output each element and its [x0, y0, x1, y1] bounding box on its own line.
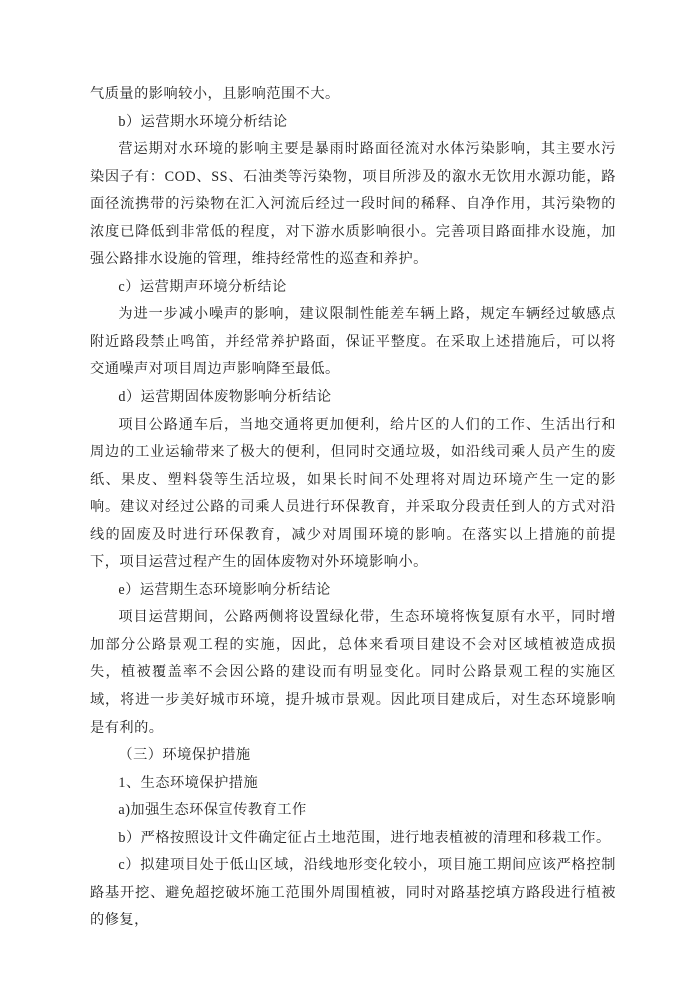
- heading-operation-noise-env-conclusion: c）运营期声环境分析结论: [118, 278, 287, 295]
- heading-eco-env-protection-measures: 1、生态环境保护措施: [118, 774, 259, 791]
- paragraph-solid-waste-analysis: 项目公路通车后，当地交通将更加便利，给片区的人们的工作、生活出行和周边的工业运输带来了极大的便利，但同时交通垃圾，如沿线司乘人员产生的废纸、果皮、塑料袋等生活垃圾，如果长时间不处理将对周边环境产生一定的影响。建议对经过公路的司乘人员进行环保教育，并采取分段责任到人的方式对沿线的固废及时进行环保教育，减少对周围环境的影响。在落实以上措施的前提下，项目运营过程产生的固体废物对外环境影响小。: [90, 416, 616, 571]
- paragraph-measure-b-land-occupation: b）严格按照设计文件确定征占土地范围，进行地表植被的清理和移栽工作。: [118, 829, 611, 846]
- heading-operation-eco-env-conclusion: e）运营期生态环境影响分析结论: [118, 581, 331, 598]
- paragraph-water-env-analysis: 营运期对水环境的影响主要是暴雨时路面径流对水体污染影响，其主要水污染因子有：COD、SS、石油类等污染物，项目所涉及的溆水无饮用水源功能，路面径流携带的污染物在汇入河流后经过一段时间的稀释、自净作用，其污染物的浓度已降低到非常低的程度，对下游水质影响很小。完善项目路面排水设施，加强公路排水设施的管理，维持经常性的巡查和养护。: [90, 141, 616, 268]
- paragraph-measure-a-publicity-education: a)加强生态环保宣传教育工作: [118, 802, 307, 819]
- paragraph-air-quality-continuation: 气质量的影响较小，且影响范围不大。: [90, 86, 340, 102]
- heading-section-three-env-protection-measures: （三）环境保护措施: [118, 747, 251, 764]
- document-body: [90, 81, 616, 935]
- paragraph-noise-env-analysis: 为进一步减小噪声的影响，建议限制性能差车辆上路，规定车辆经过敏感点附近路段禁止鸣笛，并经常养护路面，保证平整度。在采取上述措施后，可以将交通噪声对项目周边声影响降至最低。: [90, 306, 616, 378]
- paragraph-measure-c-roadbed-excavation: c）拟建项目处于低山区域，沿线地形变化较小，项目施工期间应该严格控制路基开挖、避免超挖破坏施工范围外周围植被，同时对路基挖填方路段进行植被的修复，: [90, 857, 616, 929]
- heading-operation-solid-waste-conclusion: d）运营期固体废物影响分析结论: [118, 389, 332, 406]
- paragraph-eco-env-analysis: 项目运营期间，公路两侧将设置绿化带，生态环境将恢复原有水平，同时增加部分公路景观工程的实施，因此，总体来看项目建设不会对区域植被造成损失，植被覆盖率不会因公路的建设而有明显变化。同时公路景观工程的实施区域，将进一步美好城市环境，提升城市景观。因此项目建成后，对生态环境影响是有利的。: [90, 609, 616, 736]
- heading-operation-water-env-conclusion: b）运营期水环境分析结论: [118, 113, 288, 130]
